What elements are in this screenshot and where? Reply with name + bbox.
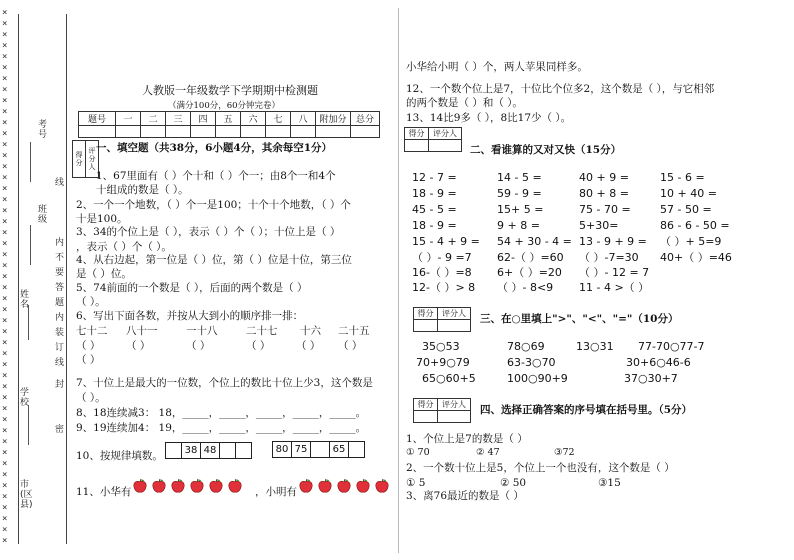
calc-item[interactable]: （ ）+ 5=9 (660, 235, 722, 248)
question-9: 9、19连续加4： 19，_____，_____，_____，_____，_____。 (76, 422, 367, 434)
question-13: 13、14比9多（ ），8比17少（ ）。 (406, 112, 572, 124)
page-title: 人教版一年级数学下学期期中检测题 (142, 84, 318, 97)
question-11: 11、小华有 (76, 486, 132, 498)
calc-item[interactable]: 40+（ ）=46 (660, 251, 732, 264)
pattern-box[interactable] (348, 441, 365, 458)
calc-item[interactable]: 12 - 7 = (412, 171, 457, 184)
grader-label: 评分人 (437, 399, 470, 411)
score-entry[interactable] (316, 126, 351, 138)
score-entry[interactable] (241, 126, 266, 138)
calc-item[interactable]: 5+30= (579, 219, 619, 232)
question-10: 10、按规律填数。 (76, 450, 163, 462)
school-underline (28, 405, 29, 445)
calc-item[interactable]: 10 + 40 = (660, 187, 717, 200)
question-4-cont: 是（ ）位。 (76, 268, 132, 280)
number-word: 七十二 (76, 325, 108, 337)
compare-item[interactable]: 35○53 (422, 340, 460, 353)
pattern-box[interactable] (165, 442, 182, 459)
choice-question-2: 2、一个数十位上是5，个位上一个也没有，这个数是（ ） (406, 462, 675, 474)
score-entry[interactable] (141, 126, 166, 138)
section1-title: 一、填空题（共38分，6小题4分，其余每空1分） (96, 142, 333, 154)
question-2: 2、一个一个地数，（ ）个一是100；十个十个地数，（ ）个 (76, 199, 351, 211)
compare-item[interactable]: 100○90+9 (507, 372, 568, 385)
calc-item[interactable]: 12-（ ）> 8 (412, 281, 476, 294)
grader-label: 评分人 (428, 128, 461, 140)
answer-blank[interactable]: （ ） (296, 340, 321, 352)
sort-blank[interactable]: （ ） (76, 354, 101, 366)
apple-icon (132, 478, 148, 494)
pattern-box: 65 (329, 441, 349, 458)
calc-item[interactable]: 54 + 30 - 4 = (497, 235, 572, 248)
score-table-blank-row (79, 126, 380, 138)
calc-item[interactable]: （ ）- 12 = 7 (579, 266, 650, 279)
class-underline (30, 225, 31, 265)
compare-item[interactable]: 63-3○70 (507, 356, 556, 369)
score-table-header-row (79, 112, 380, 126)
calc-item[interactable]: 15 - 4 + 9 = (412, 235, 480, 248)
score-entry[interactable] (79, 126, 116, 138)
choice-option[interactable]: ② 50 (500, 477, 527, 489)
calc-item[interactable]: 75 - 70 = (579, 203, 631, 216)
warning-char: 不 (55, 253, 65, 263)
score-cell: 四 (191, 112, 216, 126)
score-entry[interactable] (405, 140, 429, 152)
answer-blank[interactable]: （ ） (126, 340, 151, 352)
question-11-end: 小华给小明（ ）个，两人苹果同样多。 (406, 61, 588, 73)
score-label: 得分 (73, 141, 86, 178)
compare-item[interactable]: 70+9○79 (416, 356, 470, 369)
score-entry[interactable] (414, 320, 438, 332)
warning-char: 内 (55, 313, 65, 323)
calc-item[interactable]: 45 - 5 = (412, 203, 457, 216)
warning-char: 封 (55, 380, 65, 390)
question-7-cont: （ ）。 (76, 392, 106, 404)
score-cell: 二 (141, 112, 166, 126)
name-underline (28, 305, 29, 340)
number-word: 一十八 (186, 325, 218, 337)
answer-blank[interactable]: （ ） (246, 340, 271, 352)
number-word: 二十七 (246, 325, 278, 337)
score-cell: 三 (166, 112, 191, 126)
page-subtitle: （满分100分，60分钟完卷） (168, 101, 281, 111)
choice-option[interactable]: ① 5 (406, 477, 426, 489)
calc-item[interactable]: 16-（ ）=8 (412, 266, 472, 279)
pattern-box: 75 (291, 441, 311, 458)
question-1-cont: 十组成的数是（ ）。 (96, 184, 189, 196)
section3-score-box (413, 307, 471, 332)
pattern-box[interactable] (219, 442, 236, 459)
exam-number-underline (30, 142, 31, 182)
section2-score-box (404, 127, 462, 152)
warning-char: 答 (55, 283, 65, 293)
score-cell: 八 (291, 112, 316, 126)
section4-score-box (413, 398, 471, 423)
question-5-cont: （ ）。 (76, 296, 106, 308)
calc-item[interactable]: （ ）- 8<9 (497, 281, 554, 294)
score-table (78, 111, 380, 138)
warning-char: 线 (55, 358, 65, 368)
warning-char: 内 (55, 238, 65, 248)
calc-item[interactable]: （ ）-7=30 (579, 251, 639, 264)
calc-item[interactable]: 80 + 8 = (579, 187, 629, 200)
warning-char: 题 (55, 298, 65, 308)
pattern-box: 48 (200, 442, 220, 459)
label-exam-number: 考号 (38, 120, 48, 140)
apple-icon (317, 478, 333, 494)
compare-item[interactable]: 13○31 (576, 340, 614, 353)
choice-option[interactable]: ② 47 (476, 447, 500, 458)
choice-option[interactable]: ③72 (554, 447, 575, 458)
number-word: 十六 (300, 325, 321, 337)
question-2-cont: 十是100。 (76, 213, 128, 225)
grader-entry[interactable] (437, 320, 470, 332)
number-word: 二十五 (338, 325, 370, 337)
label-school: 学校 (20, 388, 30, 408)
pattern-box[interactable] (310, 441, 330, 458)
question-5: 5、74前面的一个数是（ ），后面的两个数是（ ） (76, 282, 308, 294)
question-12: 12、一个数个位上是7，十位比个位多2，这个数是（ ），与它相邻 (406, 83, 715, 95)
warning-char: 线 (55, 178, 65, 188)
question-8: 8、18连续减3： 18，_____，_____，_____，_____，_____。 (76, 407, 367, 419)
score-cell: 七 (266, 112, 291, 126)
binding-cross-marks: ××××××××××××××××××××××××××××××××××××××××××××××××× (2, 8, 8, 546)
grader-entry[interactable] (437, 411, 470, 423)
score-label: 得分 (414, 399, 438, 411)
question-3: 3、34的个位上是（ ），表示（ ）个（ ）；十位上是（ ） (76, 226, 341, 238)
warning-char: 订 (55, 343, 65, 353)
choice-option[interactable]: ① 70 (406, 447, 430, 458)
warning-char: 装 (55, 328, 65, 338)
compare-item[interactable]: 78○69 (507, 340, 545, 353)
compare-item[interactable]: 30+6○46-6 (626, 356, 691, 369)
question-4: 4、从右边起，第一位是（ ）位，第（ ）位是十位，第三位 (76, 254, 352, 266)
calc-item[interactable]: 86 - 6 - 50 = (660, 219, 730, 232)
calc-item[interactable]: 9 + 8 = (497, 219, 540, 232)
section2-title: 二、看谁算的又对又快（15分） (470, 144, 622, 156)
section1-score-box (72, 140, 99, 178)
calc-item[interactable]: 57 - 50 = (660, 203, 712, 216)
warning-char: 要 (55, 268, 65, 278)
label-name: 姓名 (20, 290, 30, 310)
calc-item[interactable]: 6+（ ）=20 (497, 266, 562, 279)
grader-label: 评分人 (86, 141, 99, 178)
question-12-cont: 的两个数是（ ）和（ ）。 (406, 97, 523, 109)
calc-item[interactable]: 13 - 9 + 9 = (579, 235, 647, 248)
grader-label: 评分人 (437, 308, 470, 320)
compare-item[interactable]: 65○60+5 (422, 372, 476, 385)
score-entry[interactable] (191, 126, 216, 138)
label-class: 班级 (38, 205, 48, 225)
score-entry[interactable] (414, 411, 438, 423)
question-3-cont: ，表示（ ）个（ ）。 (76, 241, 172, 253)
score-cell: 题号 (79, 112, 116, 126)
calc-item[interactable]: 18 - 9 = (412, 219, 457, 232)
question-7: 7、十位上是最大的一位数，个位上的数比十位上少3，这个数是 (76, 377, 373, 389)
warning-char: 密 (55, 425, 65, 435)
calc-item[interactable]: 59 - 9 = (497, 187, 542, 200)
apple-icon (151, 478, 167, 494)
binding-line (18, 14, 19, 544)
calc-item[interactable]: 11 - 4 >（ ） (579, 281, 650, 294)
calc-item[interactable]: 15+ 5 = (497, 203, 544, 216)
answer-blank[interactable]: （ ） (338, 340, 363, 352)
apple-icon (374, 478, 390, 494)
apple-icon (355, 478, 371, 494)
apple-icon (227, 478, 243, 494)
score-entry[interactable] (351, 126, 380, 138)
question-11-mid: ，小明有 (255, 486, 297, 498)
calc-item[interactable]: 40 + 9 = (579, 171, 629, 184)
apple-icon (336, 478, 352, 494)
score-entry[interactable] (166, 126, 191, 138)
score-cell: 五 (216, 112, 241, 126)
section4-title: 四、选择正确答案的序号填在括号里。（5分） (480, 404, 693, 416)
question-6: 6、写出下面各数，并按从大到小的顺序排一排： (76, 310, 304, 322)
grader-entry[interactable] (428, 140, 461, 152)
pattern-box: 38 (181, 442, 201, 459)
score-entry[interactable] (266, 126, 291, 138)
answer-blank[interactable]: （ ） (186, 340, 211, 352)
pattern-box[interactable] (235, 442, 252, 459)
choice-option[interactable]: ③15 (598, 477, 621, 489)
binding-line-right (66, 14, 67, 544)
apple-icon (298, 478, 314, 494)
apple-icon (170, 478, 186, 494)
score-label: 得分 (414, 308, 438, 320)
score-entry[interactable] (291, 126, 316, 138)
section3-title: 三、在○里填上">"、"<"、"="（10分） (480, 313, 679, 325)
question-1: 1、67里面有（ ）个十和（ ）个一；由8个一和4个 (96, 170, 336, 182)
calc-item[interactable]: 15 - 6 = (660, 171, 705, 184)
score-entry[interactable] (216, 126, 241, 138)
calc-item[interactable]: （ ）- 9 =7 (412, 251, 472, 264)
score-cell: 六 (241, 112, 266, 126)
apple-icon (208, 478, 224, 494)
compare-item[interactable]: 37○30+7 (624, 372, 678, 385)
compare-item[interactable]: 77-70○77-7 (638, 340, 705, 353)
choice-question-3: 3、离76最近的数是（ ） (406, 490, 524, 502)
score-label: 得分 (405, 128, 429, 140)
number-word: 八十一 (126, 325, 158, 337)
answer-blank[interactable]: （ ） (76, 340, 101, 352)
apple-icon (189, 478, 205, 494)
calc-item[interactable]: 18 - 9 = (412, 187, 457, 200)
choice-question-1: 1、个位上是7的数是（ ） (406, 433, 528, 445)
column-divider (398, 8, 399, 553)
score-entry[interactable] (116, 126, 141, 138)
score-cell: 总分 (351, 112, 380, 126)
calc-item[interactable]: 62-（ ）=60 (497, 251, 564, 264)
score-cell: 一 (116, 112, 141, 126)
label-district: 市(区县) (20, 480, 33, 510)
pattern-box: 80 (272, 441, 292, 458)
score-cell: 附加分 (316, 112, 351, 126)
calc-item[interactable]: 14 - 5 = (497, 171, 542, 184)
